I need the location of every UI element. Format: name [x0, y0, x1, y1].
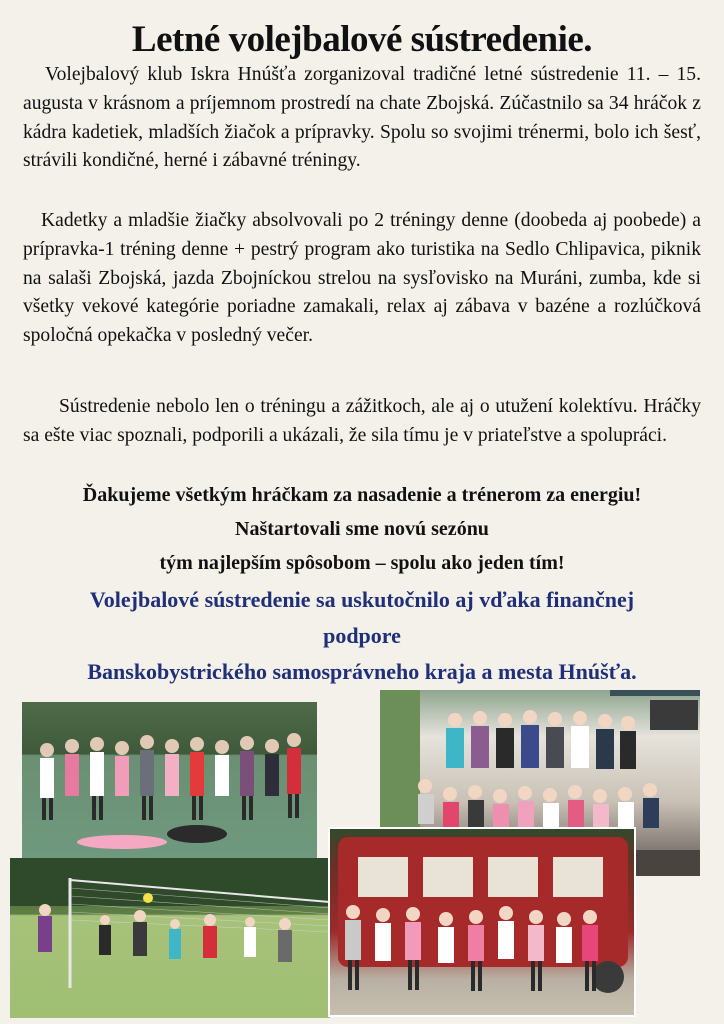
volleyball-training-photo [10, 858, 330, 1018]
paragraph-intro: Volejbalový klub Iskra Hnúšťa zorganizoval tradičné letné sústredenie 11. – 15. augusta v krásnom a príjemnom prostredí na chate Zbojská. Zúčastnilo sa 34 hráčok z kádra kadetiek, mladších žiačok a prípravky. Spolu so svojimi trénermi, bolo ich šesť, strávili kondičné, herné i zábavné tréningy. [23, 64, 701, 172]
page-title: Letné volejbalové sústredenie. [131, 19, 593, 60]
support-line-2: podpore [323, 623, 401, 648]
team-line: tým najlepším spôsobom – spolu ako jeden tím! [159, 552, 565, 574]
kids-with-red-train-photo [328, 827, 636, 1017]
season-line: Naštartovali sme novú sezónu [235, 518, 489, 540]
paragraph-team: Sústredenie nebolo len o tréningu a zážitkoch, ale aj o utužení kolektívu. Hráčky sa ešte viac spoznali, podporili a ukázali, že sila tímu je v priateľstve a spolupráci. [23, 396, 701, 446]
support-line-3: Banskobystrického samosprávneho kraja a mesta Hnúšťa. [87, 659, 637, 684]
thanks-line: Ďakujeme všetkým hráčkam za nasadenie a trénerom za energiu! [82, 484, 642, 506]
support-line-1: Volejbalové sústredenie sa uskutočnilo aj vďaka finančnej [89, 587, 635, 612]
team-photo-outdoor-court [22, 702, 317, 864]
paragraph-program: Kadetky a mladšie žiačky absolvovali po 2 tréningy denne (doobeda aj poobede) a prípravka-1 tréning denne + pestrý program ako turistika na Sedlo Chlipavica, piknik na salaši Zbojská, jazda Zbojníckou strelou na sysľovisko na Muráni, zumba, kde si všetky vekové kategórie poriadne zamakali, relax aj zábava v bazéne a rozlúčková spoločná opekačka v posledný večer. [23, 210, 701, 347]
